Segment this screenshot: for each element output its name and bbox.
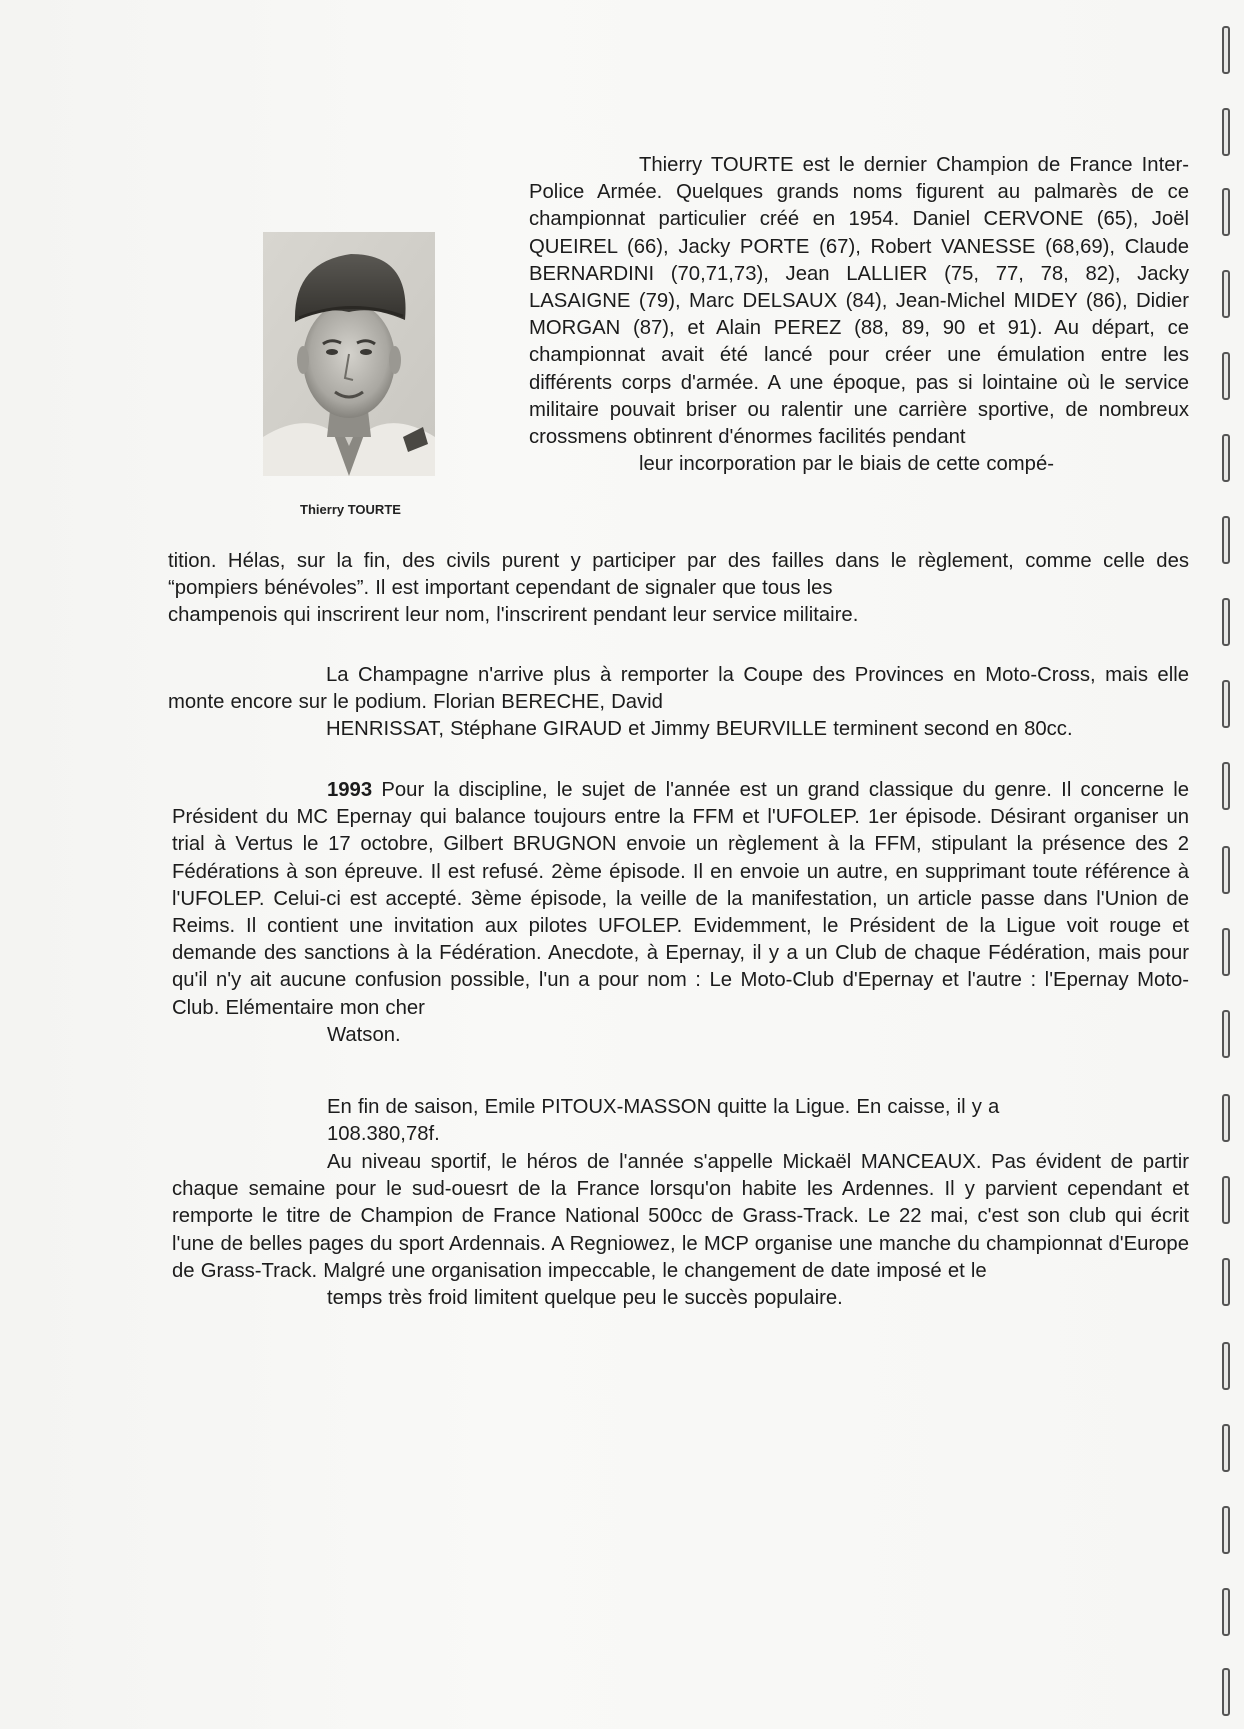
binder-hole bbox=[1222, 598, 1230, 646]
paragraph-last-line: HENRISSAT, Stéphane GIRAUD et Jimmy BEURVILLE terminent second en 80cc. bbox=[326, 718, 1073, 741]
paragraph-last-line: temps très froid limitent quelque peu le succès populaire. bbox=[327, 1287, 843, 1310]
binder-hole bbox=[1222, 352, 1230, 400]
paragraph-text: Pour la discipline, le sujet de l'année est un grand classique du genre. Il concerne le Président du MC Epernay qui balance toujours entre la FFM et l'UFOLEP. 1er épisode. Désirant organiser un trial à Vertus le 17 octobre, Gilbert BRUGNON envoie un règlement à la FFM, stipulant la présence des 2 Fédérations à son épreuve. Il est refusé. 2ème épisode. Il en envoie un autre, en supprimant toute référence à l'UFOLEP. Celui-ci est accepté. 3ème épisode, la veille de la manifestation, un article passe dans l'Union de Reims. Il contient une invitation aux pilotes UFOLEP. Evidemment, le Président de la Ligue voit rouge et demande des sanctions à la Fédération. Anecdote, à Epernay, il y a un Club de chaque Fédération, mais pour qu'il n'y ait aucune confusion possible, l'un a pour nom : Le Moto-Club d'Epernay et l'autre : l'Epernay Moto-Club. Elémentaire mon cher bbox=[172, 779, 1190, 1019]
paragraph-text: En fin de saison, Emile PITOUX-MASSON quitte la Ligue. En caisse, il y a bbox=[327, 1096, 1000, 1118]
portrait-image bbox=[263, 232, 435, 476]
paragraph-champagne bbox=[168, 662, 1189, 744]
paragraph-fin-saison bbox=[172, 1094, 1189, 1148]
paragraph-last-line: leur incorporation par le biais de cette compé- bbox=[639, 453, 1054, 476]
binder-hole bbox=[1222, 1588, 1230, 1636]
binder-hole bbox=[1222, 928, 1230, 976]
paragraph-last-line: 108.380,78f. bbox=[327, 1123, 440, 1146]
paragraph-continuation bbox=[168, 548, 1189, 630]
year-heading: 1993 bbox=[327, 779, 373, 801]
binder-hole bbox=[1222, 1506, 1230, 1554]
binder-hole bbox=[1222, 1258, 1230, 1306]
paragraph-text: La Champagne n'arrive plus à remporter la Coupe des Provinces en Moto-Cross, mais elle monte encore sur le podium. Florian BERECHE, David bbox=[168, 664, 1189, 714]
binder-hole bbox=[1222, 26, 1230, 74]
binder-hole bbox=[1222, 270, 1230, 318]
paragraph-sportif bbox=[172, 1149, 1189, 1312]
paragraph-last-line: Watson. bbox=[327, 1023, 401, 1046]
portrait-photo bbox=[263, 232, 435, 476]
binder-hole bbox=[1222, 1424, 1230, 1472]
paragraph-1993-discipline bbox=[172, 777, 1189, 1049]
binder-hole bbox=[1222, 762, 1230, 810]
paragraph-text: tition. Hélas, sur la fin, des civils purent y participer par des failles dans le règlement, comme celle des “pompiers bénévoles”. Il est important cependant de signaler que tous les bbox=[168, 550, 1189, 600]
binder-hole bbox=[1222, 680, 1230, 728]
binder-hole bbox=[1222, 1342, 1230, 1390]
binder-hole bbox=[1222, 1668, 1230, 1716]
binder-hole bbox=[1222, 1094, 1230, 1142]
paragraph-inter-police bbox=[529, 152, 1189, 478]
paragraph-text: Au niveau sportif, le héros de l'année s'appelle Mickaël MANCEAUX. Pas évident de partir chaque semaine pour le sud-ouesrt de la France lorsqu'on habite les Ardennes. Il y parvient cependant et remporte le titre de Champion de France National 500cc de Grass-Track. Le 22 mai, c'est son club qui écrit l'une de belles pages du sport Ardennais. A Regniowez, le MCP organise une manche du championnat d'Europe de Grass-Track. Malgré une organisation impeccable, le changement de date imposé et le bbox=[172, 1151, 1189, 1282]
binder-hole bbox=[1222, 1010, 1230, 1058]
paragraph-text: Thierry TOURTE est le dernier Champion de France Inter-Police Armée. Quelques grands noms figurent au palmarès de ce championnat particulier créé en 1954. Daniel CERVONE (65), Joël QUEIREL (66), Jacky PORTE (67), Robert VANESSE (68,69), Claude BERNARDINI (70,71,73), Jean LALLIER (75, 77, 78, 82), Jacky LASAIGNE (79), Marc DELSAUX (84), Jean-Michel MIDEY (86), Didier MORGAN (87), et Alain PEREZ (88, 89, 90 et 91). Au départ, ce championnat avait été lancé pour créer une émulation entre les différents corps d'armée. A une époque, pas si lointaine où le service militaire pouvait briser ou ralentir une carrière sportive, de nombreux crossmens obtinrent d'énormes facilités pendant bbox=[529, 154, 1189, 449]
binder-hole bbox=[1222, 1176, 1230, 1224]
binder-hole bbox=[1222, 516, 1230, 564]
binder-holes bbox=[1208, 0, 1244, 1729]
photo-caption: Thierry TOURTE bbox=[300, 502, 401, 517]
binder-hole bbox=[1222, 188, 1230, 236]
binder-hole bbox=[1222, 434, 1230, 482]
paragraph-last-line: champenois qui inscrirent leur nom, l'inscrirent pendant leur service militaire. bbox=[168, 604, 859, 627]
binder-hole bbox=[1222, 846, 1230, 894]
binder-hole bbox=[1222, 108, 1230, 156]
